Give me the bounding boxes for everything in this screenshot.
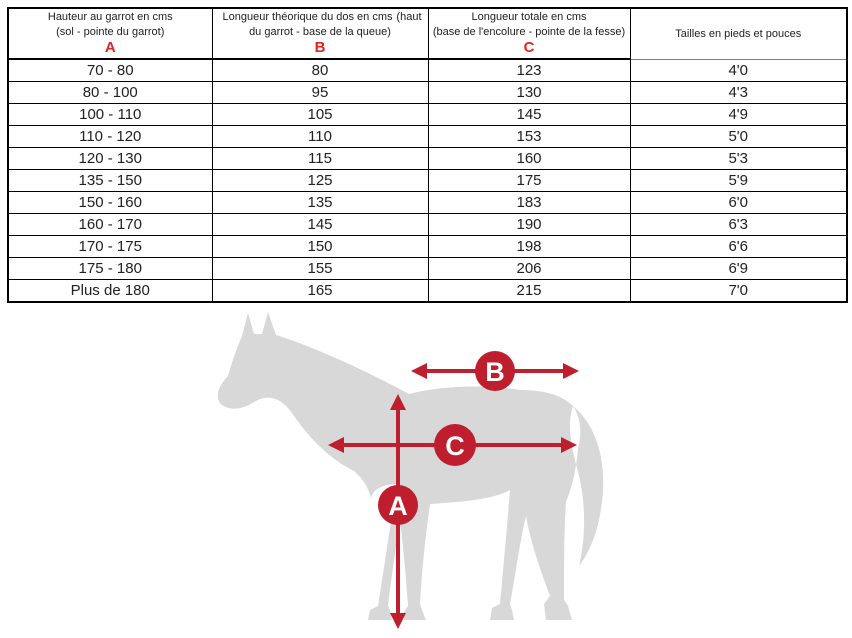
table-row — [8, 59, 847, 82]
header-line-right: (haut — [396, 11, 422, 23]
table-row — [8, 236, 847, 258]
cell-back-length: 105 — [212, 104, 428, 126]
header-total-length — [428, 8, 630, 59]
cell-total-length: 175 — [428, 170, 630, 192]
cell-total-length: 153 — [428, 126, 630, 148]
header-letter-c: C — [523, 39, 535, 56]
table-row — [8, 148, 847, 170]
cell-height-range: 135 - 150 — [8, 170, 212, 192]
cell-size: 5'0 — [630, 126, 847, 148]
header-letter-b: B — [314, 39, 326, 56]
cell-size: 5'9 — [630, 170, 847, 192]
cell-total-length: 160 — [428, 148, 630, 170]
cell-height-range: 80 - 100 — [8, 82, 212, 104]
cell-total-length: 215 — [428, 280, 630, 303]
cell-back-length: 95 — [212, 82, 428, 104]
cell-size: 5'3 — [630, 148, 847, 170]
cell-back-length: 110 — [212, 126, 428, 148]
table-row — [8, 104, 847, 126]
header-line: (base de l'encolure - pointe de la fesse) — [432, 26, 626, 38]
cell-height-range: 100 - 110 — [8, 104, 212, 126]
cell-height-range: 170 - 175 — [8, 236, 212, 258]
header-line: Longueur totale en cms — [471, 11, 587, 23]
cell-back-length: 165 — [212, 280, 428, 303]
label-circle-b — [475, 351, 515, 391]
cell-back-length: 155 — [212, 258, 428, 280]
cell-height-range: 150 - 160 — [8, 192, 212, 214]
header-back-length — [212, 8, 428, 59]
cell-back-length: 150 — [212, 236, 428, 258]
cell-height-range: 70 - 80 — [8, 59, 212, 82]
cell-height-range: 120 - 130 — [8, 148, 212, 170]
table-row — [8, 170, 847, 192]
cell-back-length: 115 — [212, 148, 428, 170]
cell-size: 6'3 — [630, 214, 847, 236]
horse-measurement-diagram — [180, 306, 680, 638]
header-height-withers — [8, 8, 212, 59]
header-line: Tailles en pieds et pouces — [675, 28, 802, 41]
cell-size: 6'0 — [630, 192, 847, 214]
cell-height-range: 110 - 120 — [8, 126, 212, 148]
cell-back-length: 80 — [212, 59, 428, 82]
header-row — [8, 8, 847, 59]
cell-back-length: 145 — [212, 214, 428, 236]
header-line-left: Longueur théorique du dos en cms — [222, 11, 393, 23]
table-row — [8, 214, 847, 236]
cell-total-length: 123 — [428, 59, 630, 82]
table-row — [8, 192, 847, 214]
horse-silhouette — [218, 312, 604, 620]
label-c: C — [445, 431, 465, 461]
size-chart-table — [7, 7, 848, 303]
cell-total-length: 198 — [428, 236, 630, 258]
table-row — [8, 258, 847, 280]
cell-height-range: Plus de 180 — [8, 280, 212, 303]
cell-size: 4'9 — [630, 104, 847, 126]
label-a: A — [388, 491, 408, 521]
table-row — [8, 126, 847, 148]
header-letter-a: A — [104, 39, 116, 56]
cell-back-length: 135 — [212, 192, 428, 214]
cell-size: 7'0 — [630, 280, 847, 303]
header-size-feet-inches — [630, 8, 847, 59]
header-line: du garrot - base de la queue) — [249, 26, 391, 38]
cell-size: 4'0 — [630, 59, 847, 82]
arrowhead-down — [390, 613, 406, 629]
header-line: (sol - pointe du garrot) — [56, 26, 165, 38]
label-circle-c — [434, 424, 476, 466]
arrowhead-left — [411, 363, 427, 379]
header-line — [213, 9, 428, 24]
cell-size: 6'9 — [630, 258, 847, 280]
cell-total-length: 206 — [428, 258, 630, 280]
label-circle-a — [378, 485, 418, 525]
cell-height-range: 175 - 180 — [8, 258, 212, 280]
cell-size: 4'3 — [630, 82, 847, 104]
cell-total-length: 130 — [428, 82, 630, 104]
table-row — [8, 82, 847, 104]
cell-total-length: 190 — [428, 214, 630, 236]
cell-total-length: 145 — [428, 104, 630, 126]
cell-back-length: 125 — [212, 170, 428, 192]
cell-height-range: 160 - 170 — [8, 214, 212, 236]
label-b: B — [485, 357, 505, 387]
table-row — [8, 280, 847, 303]
arrowhead-right — [563, 363, 579, 379]
cell-total-length: 183 — [428, 192, 630, 214]
header-line: Hauteur au garrot en cms — [47, 11, 173, 23]
cell-size: 6'6 — [630, 236, 847, 258]
